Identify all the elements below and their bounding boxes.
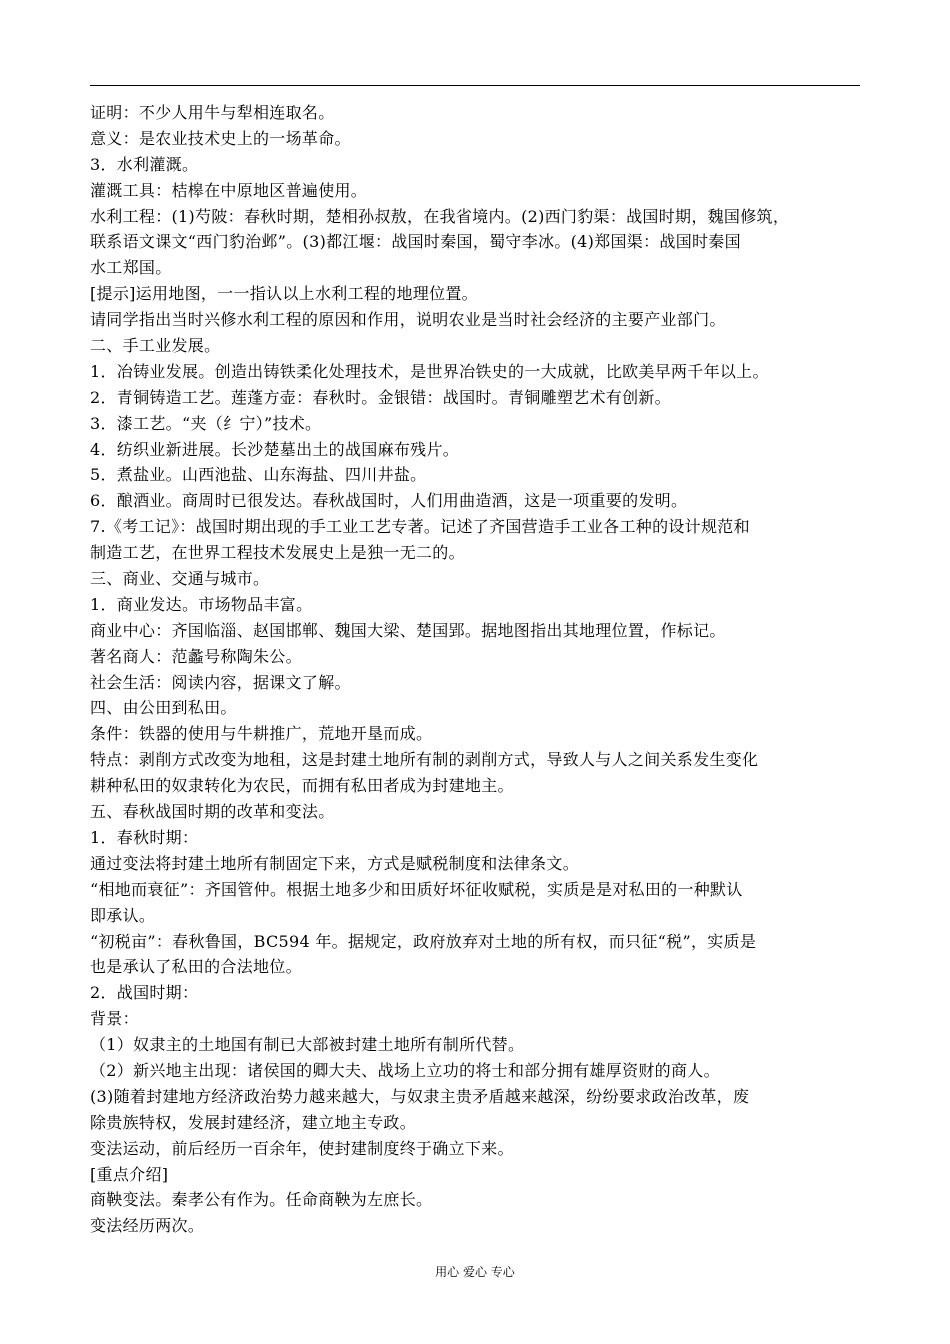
text-line: 通过变法将封建土地所有制固定下来，方式是赋税制度和法律条文。 (90, 853, 580, 873)
header-rule (90, 85, 860, 86)
text-line: 意义：是农业技术史上的一场革命。 (90, 128, 351, 148)
text-line: （2）新兴地主出现：诸侯国的卿大夫、战场上立功的将士和部分拥有雄厚资财的商人。 (90, 1060, 720, 1080)
text-line: “相地而衰征”：齐国管仲。根据土地多少和田质好坏征收赋税，实质是是对私田的一种默认 (90, 879, 743, 899)
text-line: 7.《考工记》：战国时期出现的手工业工艺专著。记述了齐国营造手工业各工种的设计规范和 (90, 517, 750, 537)
text-line: 5．煮盐业。山西池盐、山东海盐、四川井盐。 (90, 465, 427, 485)
page-footer: 用心 爱心 专心 (435, 1265, 515, 1279)
text-line: “初税亩”：春秋鲁国，BC594 年。据规定，政府放弃对土地的所有权，而只征“税”，实质是 (90, 931, 757, 951)
text-line: [重点介绍] (90, 1164, 169, 1184)
text-line: 6．酿酒业。商周时已很发达。春秋战国时，人们用曲造酒，这是一项重要的发明。 (90, 491, 688, 511)
text-line: 社会生活：阅读内容，据课文了解。 (90, 672, 351, 692)
text-line: [提示]运用地图，一一指认以上水利工程的地理位置。 (90, 284, 478, 304)
text-line: (3)随着封建地方经济政治势力越来越大，与奴隶主贵矛盾越来越深，纷纷要求政治改革，废 (90, 1086, 750, 1106)
text-line: 除贵族特权，发展封建经济，建立地主专政。 (90, 1112, 417, 1132)
text-line: 证明：不少人用牛与犁相连取名。 (90, 103, 335, 122)
text-line: 五、春秋战国时期的改革和变法。 (90, 802, 335, 822)
text-line: 三、商业、交通与城市。 (90, 569, 270, 589)
text-line: 灌溉工具：桔槔在中原地区普遍使用。 (90, 180, 368, 200)
text-line: 即承认。 (90, 905, 156, 925)
text-line: 四、由公田到私田。 (90, 698, 237, 718)
text-line: 商鞅变法。秦孝公有作为。任命商鞅为左庶长。 (90, 1190, 433, 1210)
text-line: 特点：剥削方式改变为地租，这是封建土地所有制的剥削方式，导致人与人之间关系发生变化 (90, 750, 759, 770)
text-line: 也是承认了私田的合法地位。 (90, 957, 302, 977)
text-line: 著名商人：范蠡号称陶朱公。 (90, 646, 302, 666)
text-line: 耕种私田的奴隶转化为农民，而拥有私田者成为封建地主。 (90, 776, 514, 796)
text-line: 3．水利灌溉。 (90, 154, 199, 174)
text-line: （1）奴隶主的土地国有制已大部被封建土地所有制所代替。 (90, 1035, 525, 1055)
text-line: 1．商业发达。市场物品丰富。 (90, 594, 313, 614)
text-line: 变法经历两次。 (90, 1216, 205, 1236)
text-line: 3．漆工艺。“夹（纟宁）”技术。 (90, 413, 322, 433)
text-line: 背景： (90, 1009, 139, 1029)
text-line: 联系语文课文“西门豹治邺”。(3)都江堰：战国时秦国，蜀守李冰。(4)郑国渠：战国时秦国 (90, 232, 741, 252)
document-body (90, 100, 860, 1239)
text-line: 变法运动，前后经历一百余年，使封建制度终于确立下来。 (90, 1138, 514, 1158)
text-line: 2．战国时期： (90, 983, 199, 1003)
text-line: 请同学指出当时兴修水利工程的原因和作用，说明农业是当时社会经济的主要产业部门。 (90, 310, 726, 330)
text-line: 二、手工业发展。 (90, 336, 221, 356)
text-line: 1．春秋时期： (90, 827, 199, 847)
text-line: 水工郑国。 (90, 258, 172, 278)
text-line: 2．青铜铸造工艺。莲蓬方壶：春秋时。金银错：战国时。青铜雕塑艺术有创新。 (90, 387, 671, 407)
text-line: 4．纺织业新进展。长沙楚墓出土的战国麻布残片。 (90, 439, 460, 459)
text-line: 水利工程：(1)芍陂：春秋时期，楚相孙叔敖，在我省境内。(2)西门豹渠：战国时期，魏国修筑， (90, 206, 790, 226)
text-line: 商业中心：齐国临淄、赵国邯郸、魏国大梁、楚国郢。据地图指出其地理位置，作标记。 (90, 620, 726, 640)
text-line: 条件：铁器的使用与牛耕推广，荒地开垦而成。 (90, 724, 433, 744)
text-line: 制造工艺，在世界工程技术发展史上是独一无二的。 (90, 543, 465, 563)
text-line: 1．冶铸业发展。创造出铸铁柔化处理技术，是世界冶铁史的一大成就，比欧美早两千年以上。 (90, 361, 769, 381)
